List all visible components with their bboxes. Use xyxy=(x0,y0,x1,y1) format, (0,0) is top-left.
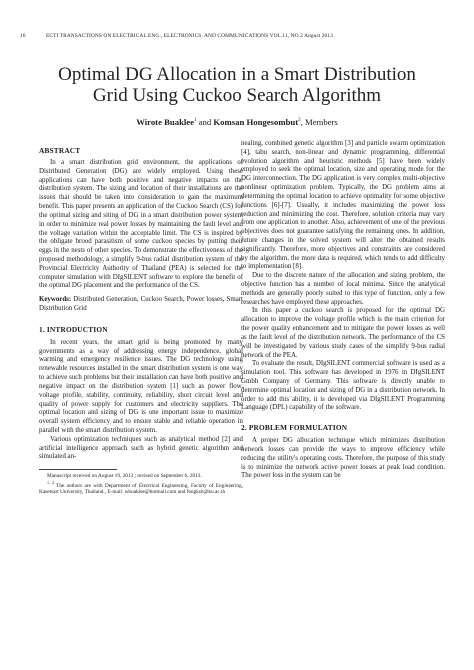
author-2: Komsan Hongesombut xyxy=(213,116,299,127)
intro-paragraph-1: In recent years, the smart grid is being promoted by many governments as a way of addressing energy independence, global warming and emergency resilience issues. The DG technology using renewable resources installed in the smart distribution system is one way to achieve such problems but their installation can have both positive and negative impact on the distribution system [1] such as power flow, voltage profile, stability, continuity, reliability, short circuit level and quality of power supply for customers and electricity suppliers. The optimal location and sizing of DG is one important issue to maximize overall system efficiency and to ensure stable and reliable operation in parallel with the smart distribution system. xyxy=(39,338,243,434)
author-1-affil: 1 xyxy=(194,118,197,123)
intro-paragraph-3: Due to the discrete nature of the allocation and sizing problem, the objective function has a number of local minima. Since the analytical methods are generally poorly suited to this type of function, only a few researches have employed these approaches. xyxy=(241,272,445,306)
introduction-heading: 1. INTRODUCTION xyxy=(39,324,108,334)
problem-formulation-heading: 2. PROBLEM FORMULATION xyxy=(241,423,348,433)
footnote-manuscript: Manuscript received on August 19, 2013 ; revised on September 6, 2013. xyxy=(47,473,202,480)
intro-paragraph-2-cont: nealing, combined genetic algorithm [3] and particle swarm optimization [4], tabu search, non-linear and dynamic programming, differential evolution algorithm and heuristic methods [5] have been widely employed to seek the optimal location, size and operating mode for the DG interconnection. The DG application is very complex multi-objective nonlinear optimization problem. Typically, the DG problem aims at determining the optimal location to achieve optimality for some objective functions [6]-[7]. Usually, it includes maximizing the power loss reduction and minimizing the cost. Therefore, solution criteria may vary from one application to another. Also, achievement of one of the previous objectives does not guarantee satisfying the remaining ones. In addition, future changes in the solved system will alter the obtained results significantly. Therefore, more objectives and constraints are considered by the algorithm, the more data is required, which tends to add difficulty to implementation [8]. xyxy=(241,140,445,271)
left-column xyxy=(39,146,243,495)
keywords xyxy=(39,296,243,314)
keywords-label: Keywords: xyxy=(39,296,72,304)
intro-paragraph-2: Various optimization techniques such as analytical method [2] and artificial intelligence approach such as hybrid genetic algorithm and simulated an- xyxy=(39,435,243,461)
paper-title xyxy=(18,64,456,106)
journal-name: ECTI TRANSACTIONS ON ELECTRICAL ENG., ELECTRONICS, AND COMMUNICATIONS VOL.11, NO.2 August 2013 xyxy=(46,33,333,39)
footnote-affil-marks: 1, 2 xyxy=(47,479,54,485)
title-line-1: Optimal DG Allocation in a Smart Distribution xyxy=(58,64,416,85)
abstract-heading: ABSTRACT xyxy=(39,146,81,155)
author-conjunction: and xyxy=(198,116,212,127)
keywords-text: Distributed Generation, Cuckoo Search, Power losses, Smart Distribution Grid xyxy=(39,296,243,312)
intro-paragraph-4: In this paper a cuckoo search is proposed for the optimal DG allocation to improve the voltage profile which is the main criterion for the power quality enhancement and to mitigate the power losses as well as the fault level of the distribution network. The performance of the CS will be investigated by various study cases of the simplify 9-bus radial network of the PEA. xyxy=(241,307,445,359)
author-1: Wirote Buaklee xyxy=(136,116,195,127)
abstract-text: In a smart distribution grid environment, the applications of Distributed Generation (DG) are widely employed. Using these applications can have both positive and negative impacts on the distribution system. The sizing and location of their installations are the issues that should be taken into consideration to gain the maximum benefit. This paper presents an application of the Cuckoo Search (CS) for the optimal sizing and siting of DG in a smart distribution power system in order to minimize real power losses by maintaining the fault level and the voltage variation within the acceptable limit. The CS is inspired by the obligate brood parasitism of some cuckoo species by putting their eggs in the nests of other species. To demonstrate the effectiveness of the proposed methodology, a simplify 9-bus radial distribution system of the Provincial Electricity Authority of Thailand (PEA) is selected for the computer simulation with DIgSILENT software to explore the benefit of the optimal DG placement and the performance of the CS. xyxy=(39,159,243,290)
footnote-rule xyxy=(39,469,117,470)
author-2-affil: 2 xyxy=(298,118,301,123)
author-membership: , Members xyxy=(300,116,338,127)
footnote-affiliation xyxy=(39,480,243,496)
intro-paragraph-5: To evaluate the result, DIgSILENT commercial software is used as a simulation tool. This software has developed in 1976 in DIgSILENT Gmbh Company of Germany. This software is directly unable to determine optimal location and sizing of DG in a distribution network. In order to add this ability, it is developed via DIgSILENT Programming Language (DPL) capability of the software. xyxy=(241,360,445,412)
right-column xyxy=(241,140,445,481)
footnote-affil-text: The authors are with Department of Electrical Engineering, Faculty of Engineering, Kasetsart University, Thailand., E-mail: wbuaklee@hotmail.com and fengksh@ku.ac.th xyxy=(39,482,244,495)
author-line xyxy=(18,115,456,128)
page-number: 16 xyxy=(20,33,26,39)
problem-paragraph-1: A proper DG allocation technique which minimizes distribution network losses can provide the ways to improve efficiency while reducing the utility's operating costs. Therefore, the purpose of this study is to minimize the network active power losses at peak load condition. The power loss in the system can be xyxy=(241,437,445,480)
title-line-2: Grid Using Cuckoo Search Algorithm xyxy=(92,85,382,106)
